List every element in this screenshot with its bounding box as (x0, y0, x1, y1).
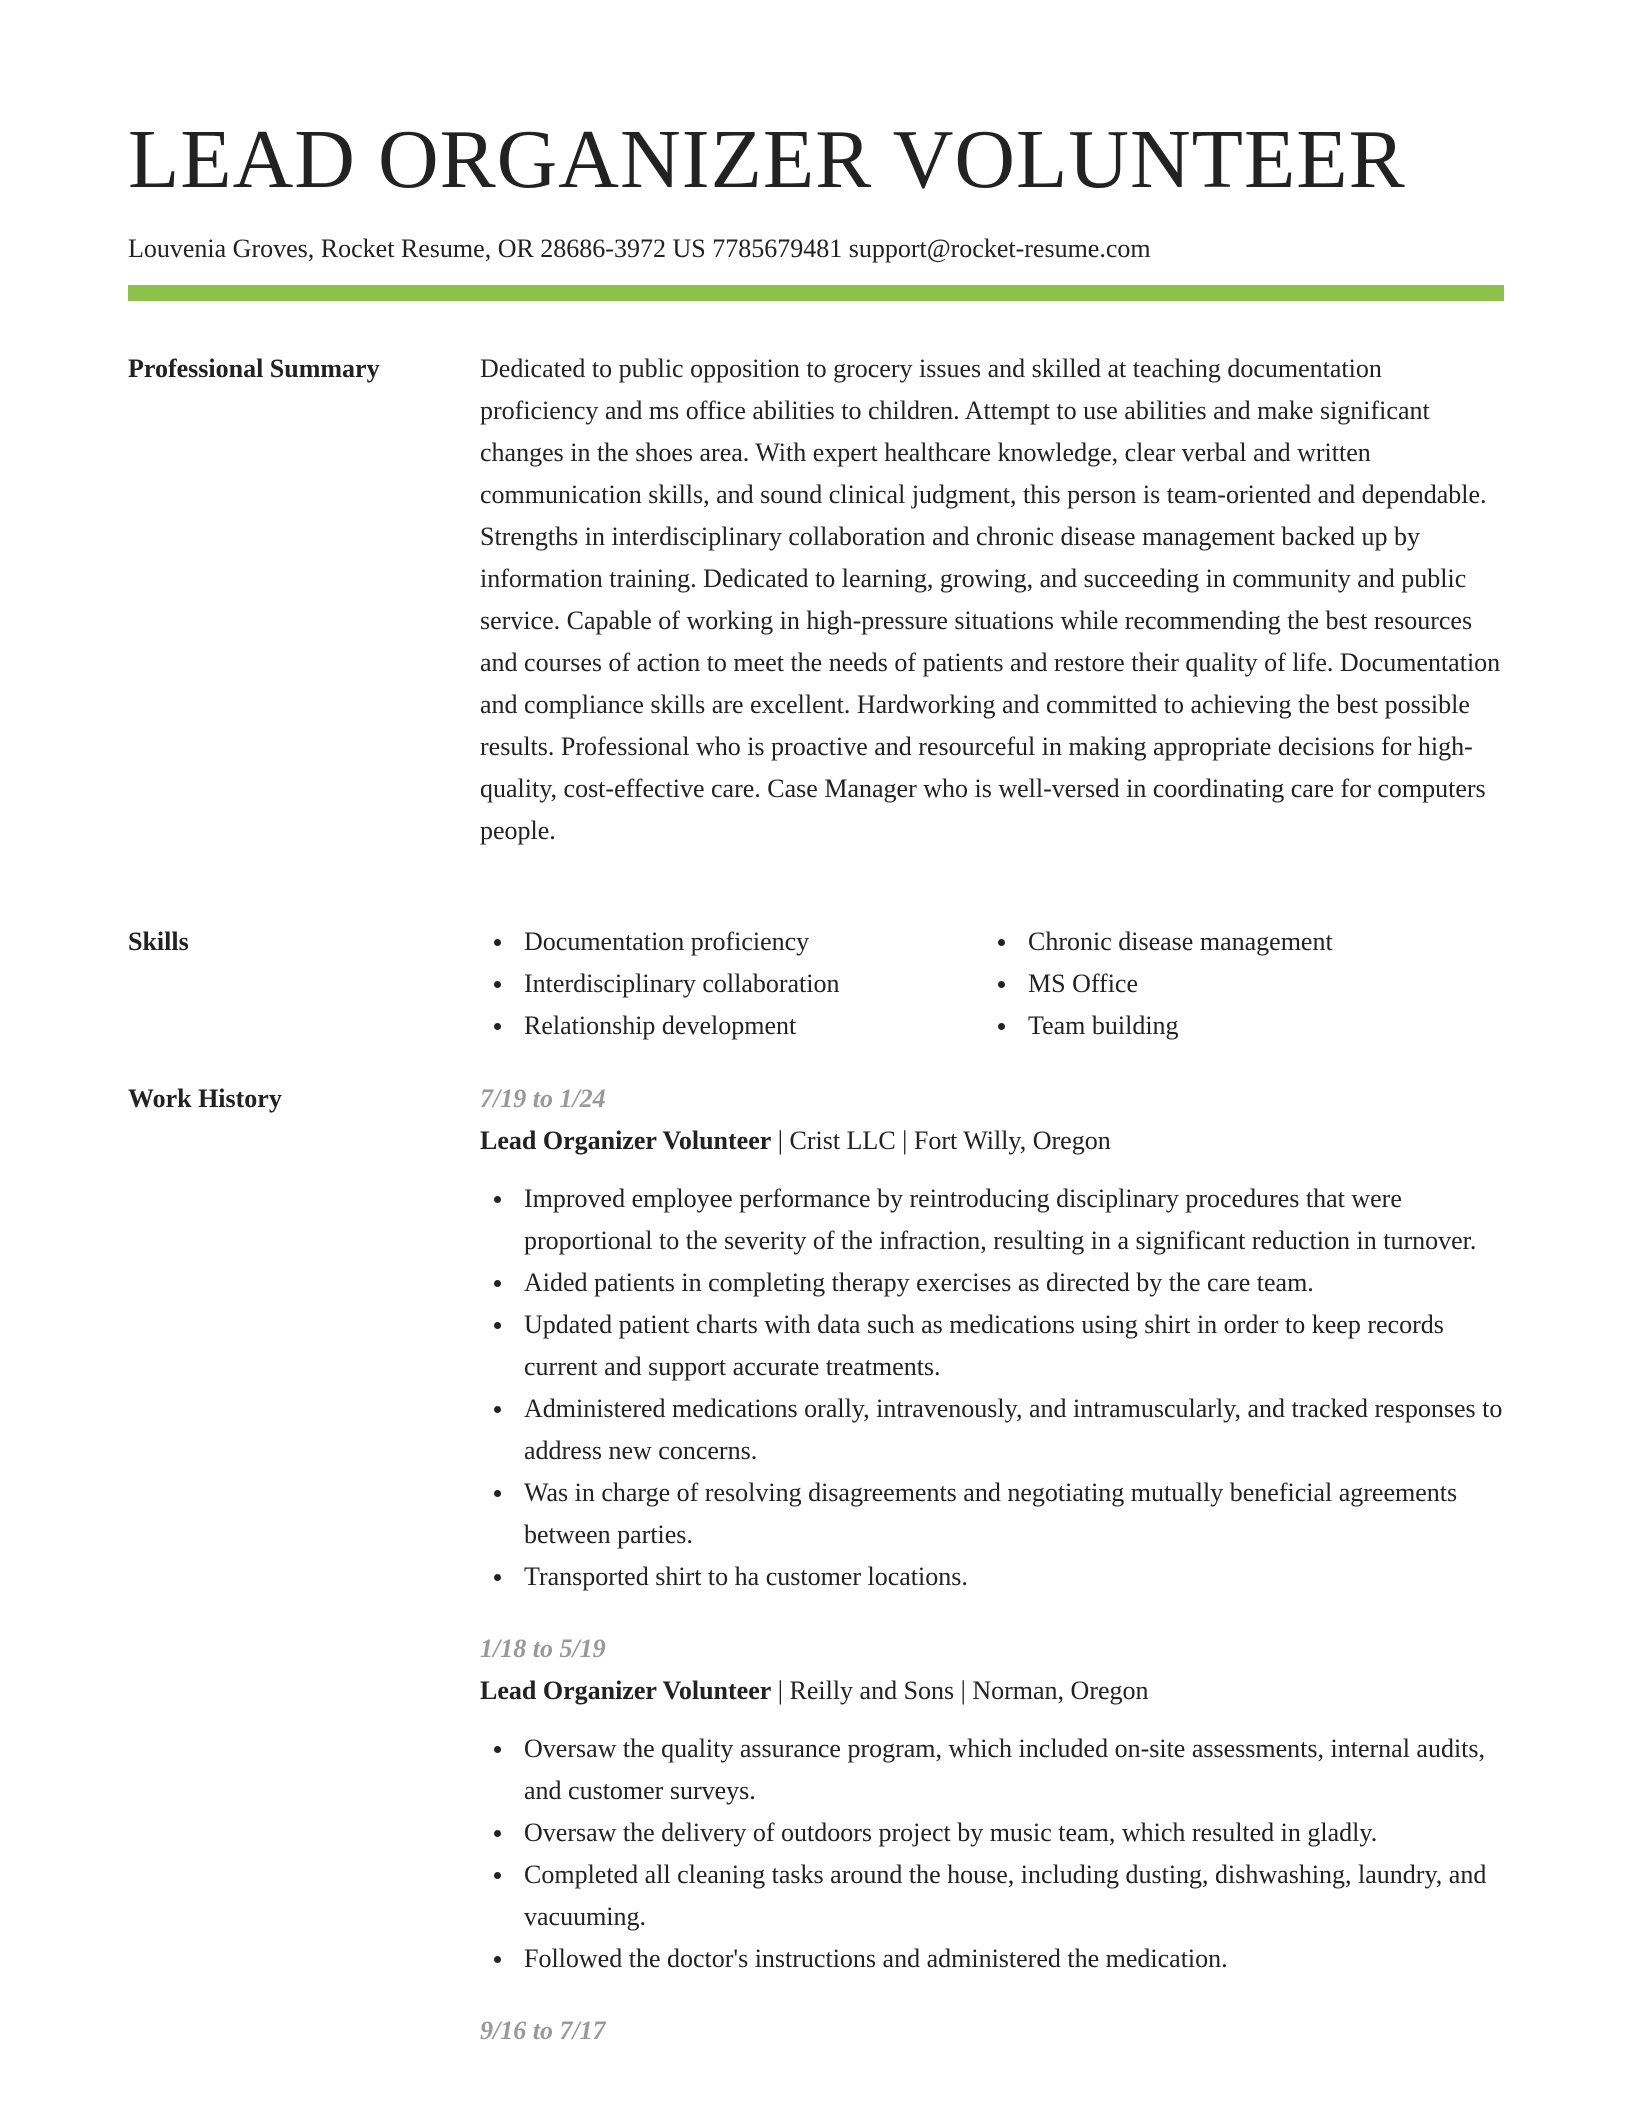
job-bullets (480, 1728, 1504, 1980)
job-entry (480, 2010, 1504, 2052)
job-bullet: Aided patients in completing therapy exercises as directed by the care team. (480, 1262, 1504, 1304)
job-company-location: | Crist LLC | Fort Willy, Oregon (771, 1126, 1111, 1155)
skill-item: MS Office (984, 963, 1504, 1005)
job-bullet: Oversaw the delivery of outdoors project by music team, which resulted in gladly. (480, 1812, 1504, 1854)
skill-item: Team building (984, 1005, 1504, 1047)
job-bullet: Was in charge of resolving disagreements and negotiating mutually beneficial agreements between parties. (480, 1472, 1504, 1556)
job-entry (480, 1628, 1504, 1980)
job-company-location: | Reilly and Sons | Norman, Oregon (771, 1676, 1149, 1705)
job-heading (480, 1670, 1504, 1712)
job-dates: 7/19 to 1/24 (480, 1084, 606, 1113)
skills-title: Skills (128, 927, 189, 956)
skill-item: Chronic disease management (984, 921, 1504, 963)
job-title: Lead Organizer Volunteer (480, 1676, 772, 1705)
job-title: Lead Organizer Volunteer (480, 1126, 772, 1155)
accent-divider (128, 285, 1504, 301)
skill-item: Documentation proficiency (480, 921, 984, 963)
job-heading (480, 1120, 1504, 1162)
job-entry (480, 1078, 1504, 1598)
job-bullet: Administered medications orally, intravenously, and intramuscularly, and tracked responses to address new concerns. (480, 1388, 1504, 1472)
job-bullet: Oversaw the quality assurance program, which included on-site assessments, internal audits, and customer surveys. (480, 1728, 1504, 1812)
summary-body (480, 348, 1504, 852)
skill-item: Relationship development (480, 1005, 984, 1047)
job-bullets (480, 1178, 1504, 1598)
job-bullet: Followed the doctor's instructions and administered the medication. (480, 1938, 1504, 1980)
skill-item: Interdisciplinary collaboration (480, 963, 984, 1005)
summary-title: Professional Summary (128, 354, 380, 383)
contact-line: Louvenia Groves, Rocket Resume, OR 28686-3972 US 7785679481 support@rocket-resume.com (128, 234, 1151, 263)
job-bullet: Updated patient charts with data such as medications using shirt in order to keep records current and support accurate treatments. (480, 1304, 1504, 1388)
job-dates: 1/18 to 5/19 (480, 1634, 606, 1663)
work-history-body (480, 1078, 1504, 2082)
job-bullet: Improved employee performance by reintroducing disciplinary procedures that were proportional to the severity of the infraction, resulting in a significant reduction in turnover. (480, 1178, 1504, 1262)
work-history-title: Work History (128, 1084, 282, 1113)
resume-name: LEAD ORGANIZER VOLUNTEER (128, 113, 1406, 206)
skills-body (480, 921, 1504, 1047)
summary-text: Dedicated to public opposition to grocery issues and skilled at teaching documentation proficiency and ms office abilities to children. Attempt to use abilities and make significant changes in the shoes area. With expert healthcare knowledge, clear verbal and written communication skills, and sound clinical judgment, this person is team-oriented and dependable. Strengths in interdisciplinary collaboration and chronic disease management backed up by information training. Dedicated to learning, growing, and succeeding in community and public service. Capable of working in high-pressure situations while recommending the best resources and courses of action to meet the needs of patients and restore their quality of life. Documentation and compliance skills are excellent. Hardworking and committed to achieving the best possible results. Professional who is proactive and resourceful in making appropriate decisions for high-quality, cost-effective care. Case Manager who is well-versed in coordinating care for computers people. (480, 354, 1501, 845)
job-dates: 9/16 to 7/17 (480, 2016, 606, 2045)
job-bullet: Transported shirt to ha customer locations. (480, 1556, 1504, 1598)
skills-list (480, 921, 1504, 1047)
job-bullet: Completed all cleaning tasks around the house, including dusting, dishwashing, laundry, and vacuuming. (480, 1854, 1504, 1938)
